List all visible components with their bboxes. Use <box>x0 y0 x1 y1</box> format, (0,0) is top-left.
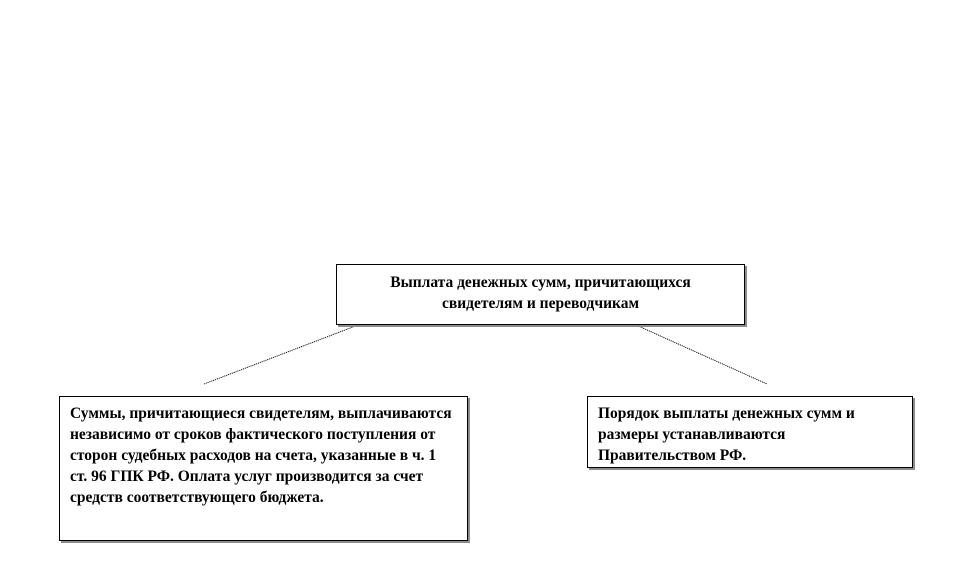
right-box <box>587 396 913 468</box>
top-box <box>336 264 745 325</box>
top-box-text: Выплата денежных сумм, причитающихся свидетелям и переводчикам <box>390 274 691 312</box>
right-box-text: Порядок выплаты денежных сумм и размеры устанавливаются Правительством РФ. <box>598 405 855 464</box>
connector-right <box>636 325 767 384</box>
left-box <box>59 396 468 541</box>
connector-left <box>204 325 358 384</box>
left-box-text: Суммы, причитающиеся свидетелям, выплачиваются независимо от сроков фактического поступления от сторон судебных расходов на счета, указанные в ч. 1 ст. 96 ГПК РФ. Оплата услуг производится за счет средств соответствующего бюджета. <box>70 405 452 506</box>
